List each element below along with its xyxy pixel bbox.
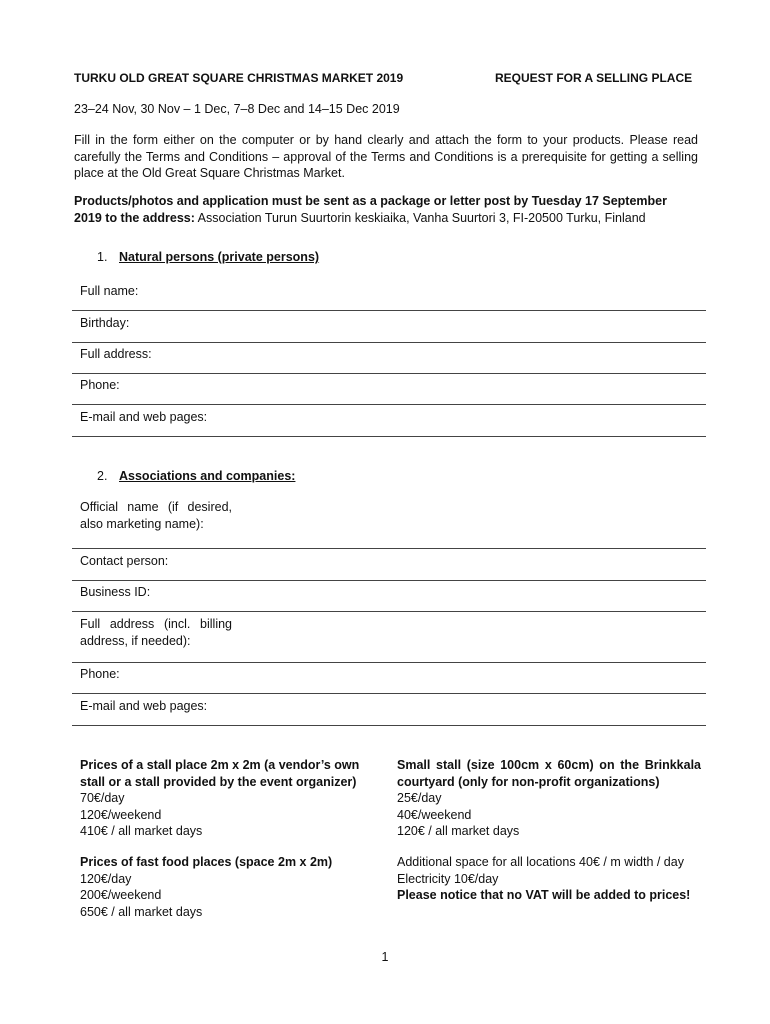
vat-notice: Please notice that no VAT will be added to prices!	[397, 888, 691, 902]
full-name-field[interactable]	[72, 279, 706, 311]
section-title: Associations and companies:	[119, 469, 296, 483]
section-number: 1.	[97, 250, 108, 264]
email-web-field[interactable]	[72, 405, 706, 437]
full-address-field[interactable]	[72, 342, 706, 374]
field-label: Phone:	[80, 378, 120, 392]
small-stall-price-weekend: 40€/weekend	[397, 807, 472, 822]
extra-prices	[397, 854, 701, 904]
field-label: Phone:	[80, 667, 120, 681]
field-label: Full name:	[80, 284, 139, 298]
field-label: Contact person:	[80, 554, 169, 568]
stall-price-day: 70€/day	[80, 791, 125, 805]
field-label: Full address:	[80, 347, 152, 361]
section-1-heading	[97, 249, 319, 266]
field-label: Birthday:	[80, 316, 130, 330]
stall-price-all-days: 410€ / all market days	[80, 824, 203, 838]
fast-food-price-all-days: 650€ / all market days	[80, 904, 203, 919]
company-email-web-field[interactable]	[72, 694, 706, 726]
birthday-field[interactable]	[72, 311, 706, 343]
business-id-field[interactable]	[72, 580, 706, 612]
field-label: Business ID:	[80, 585, 151, 599]
section-number: 2.	[97, 469, 108, 483]
section-title: Natural persons (private persons)	[119, 250, 320, 264]
stall-price-weekend: 120€/weekend	[80, 807, 162, 822]
stall-prices	[80, 757, 386, 840]
intro-paragraph: Fill in the form either on the computer or by hand clearly and attach the form to your products. Please read carefully the Terms and Conditions – approval of the Terms and Conditions is a prerequisite for getting a selling place at the Old Great Square Christmas Market.	[74, 133, 698, 180]
send-deadline: Products/photos and application must be sent as a package or letter post by Tuesday 17 September 2019 to the address:	[74, 194, 667, 225]
small-stall-price-all-days: 120€ / all market days	[397, 824, 520, 838]
small-stall-title: Small stall (size 100cm x 60cm) on the Brinkkala courtyard (only for non-profit organizations)	[397, 758, 701, 789]
fast-food-price-weekend: 200€/weekend	[80, 888, 162, 902]
company-phone-field[interactable]	[72, 662, 706, 694]
send-address: Association Turun Suurtorin keskiaika, Vanha Suurtori 3, FI-20500 Turku, Finland	[194, 210, 646, 225]
fast-food-price-day: 120€/day	[80, 871, 132, 886]
field-label: Full address (incl. billing address, if needed):	[80, 617, 232, 648]
field-label: Official name (if desired, also marketing name):	[80, 500, 232, 531]
document-title: TURKU OLD GREAT SQUARE CHRISTMAS MARKET 2019	[74, 71, 404, 85]
section-2-heading	[97, 468, 295, 485]
billing-address-field[interactable]	[72, 612, 706, 663]
page-number: 1	[381, 950, 389, 964]
additional-space-price: Additional space for all locations 40€ / m width / day	[397, 855, 684, 869]
electricity-price: Electricity 10€/day	[397, 871, 499, 886]
field-label: E-mail and web pages:	[80, 410, 208, 424]
small-stall-prices	[397, 757, 701, 840]
stall-prices-title: Prices of a stall place 2m x 2m (a vendor’s own stall or a stall provided by the event organizer)	[80, 758, 360, 789]
fast-food-prices	[80, 854, 386, 920]
send-instructions	[74, 193, 698, 226]
field-label: E-mail and web pages:	[80, 699, 208, 713]
contact-person-field[interactable]	[72, 549, 706, 581]
market-dates: 23–24 Nov, 30 Nov – 1 Dec, 7–8 Dec and 14–15 Dec 2019	[74, 102, 400, 116]
phone-field[interactable]	[72, 373, 706, 405]
small-stall-price-day: 25€/day	[397, 791, 442, 805]
official-name-field[interactable]	[72, 495, 706, 549]
form-type-heading: REQUEST FOR A SELLING PLACE	[495, 71, 693, 85]
fast-food-title: Prices of fast food places (space 2m x 2m)	[80, 855, 333, 869]
